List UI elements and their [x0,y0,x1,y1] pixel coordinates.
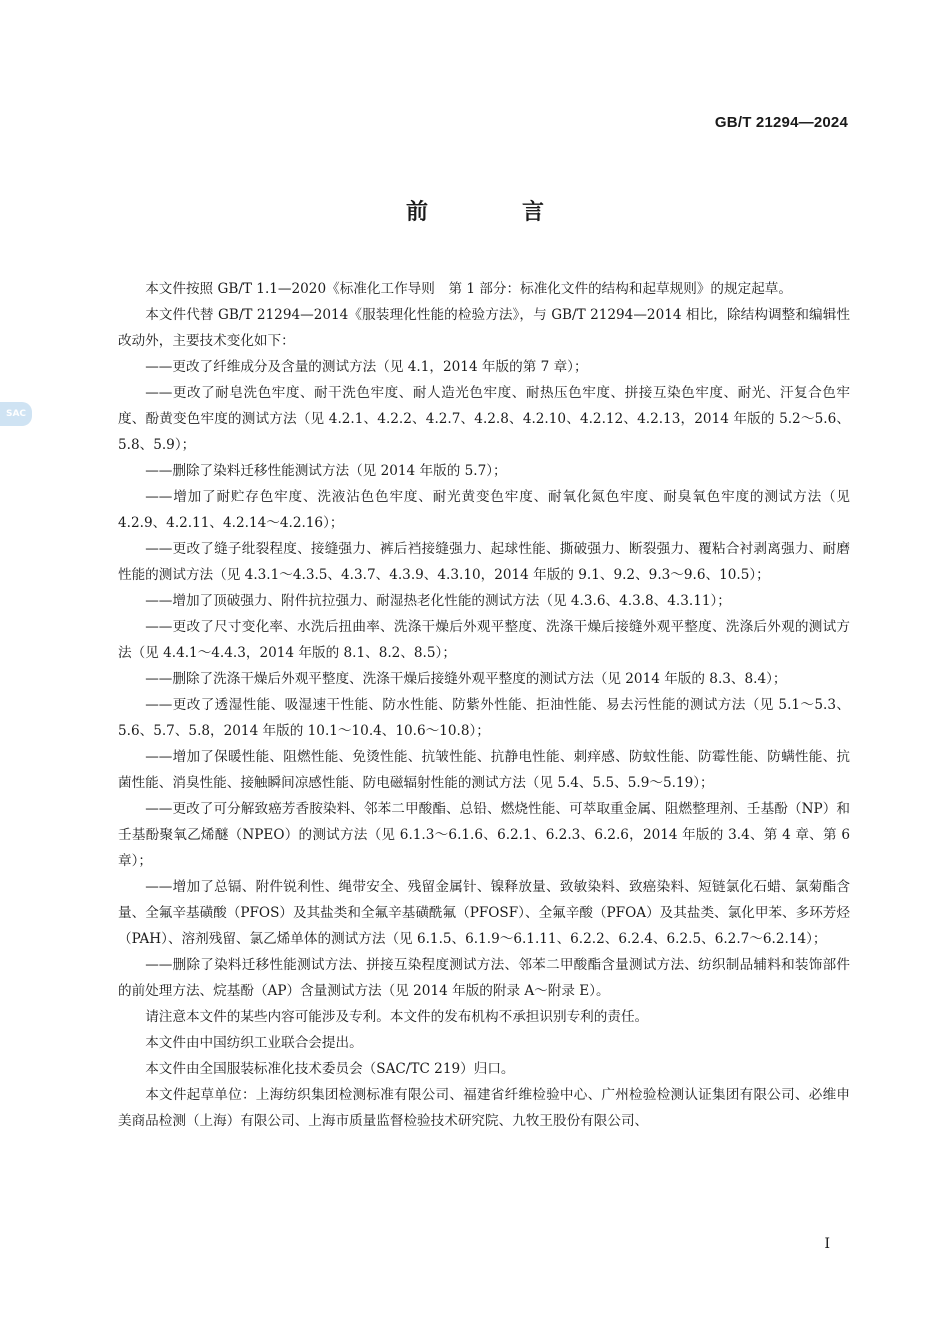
list-item: ——增加了总镉、附件锐利性、绳带安全、残留金属针、镍释放量、致敏染料、致癌染料、短链氯化石蜡、氯菊酯含量、全氟辛基磺酸（PFOS）及其盐类和全氟辛基磺酰氟（PFOSF）、全氟辛酸（PFOA）及其盐类、氯化甲苯、多环芳烃（PAH）、溶剂残留、氯乙烯单体的测试方法（见 6.1.5、6.1.9～6.1.11、6.2.2、6.2.4、6.2.5、6.2.7～6.2.14）； [118,879,850,947]
list-item: ——更改了透湿性能、吸湿速干性能、防水性能、防紫外性能、拒油性能、易去污性能的测试方法（见 5.1～5.3、5.6、5.7、5.8，2014 年版的 10.1～10.4、10.6～10.8）； [118,697,850,739]
foreword-body [118,276,850,1134]
changes-list [118,354,850,1004]
list-item: ——增加了保暖性能、阻燃性能、免烫性能、抗皱性能、抗静电性能、刺痒感、防蚊性能、防霉性能、防螨性能、抗菌性能、消臭性能、接触瞬间凉感性能、防电磁辐射性能的测试方法（见 5.4、5.5、5.9～5.19）； [118,749,850,791]
paragraph-patent-notice: 请注意本文件的某些内容可能涉及专利。本文件的发布机构不承担识别专利的责任。 [145,1009,649,1025]
paragraph-drafting-units: 本文件起草单位：上海纺织集团检测标准有限公司、福建省纤维检验中心、广州检验检测认证集团有限公司、必维申美商品检测（上海）有限公司、上海市质量监督检验技术研究院、九牧王股份有限公司、 [118,1087,850,1129]
list-item: ——更改了尺寸变化率、水洗后扭曲率、洗涤干燥后外观平整度、洗涤干燥后接缝外观平整度、洗涤后外观的测试方法（见 4.4.1～4.4.3，2014 年版的 8.1、8.2、8.5）； [118,619,850,661]
list-item: ——删除了染料迁移性能测试方法（见 2014 年版的 5.7）； [145,463,507,479]
paragraph-committee: 本文件由全国服装标准化技术委员会（SAC/TC 219）归口。 [145,1061,515,1077]
paragraph-drafting-rule: 本文件按照 GB/T 1.1—2020《标准化工作导则 第 1 部分：标准化文件的结构和起草规则》的规定起草。 [145,281,792,297]
sac-logo-icon: SAC [0,402,32,426]
list-item: ——更改了耐皂洗色牢度、耐干洗色牢度、耐人造光色牢度、耐热压色牢度、拼接互染色牢度、耐光、汗复合色牢度、酚黄变色牢度的测试方法（见 4.2.1、4.2.2、4.2.7、4.2.8、4.2.10、4.2.12、4.2.13，2014 年版的 5.2～5.6、5.8、5.9）； [118,385,850,453]
document-code: GB/T 21294—2024 [714,114,848,131]
page-number: I [824,1236,830,1252]
list-item: ——增加了耐贮存色牢度、洗液沾色色牢度、耐光黄变色牢度、耐氧化氮色牢度、耐臭氧色牢度的测试方法（见 4.2.9、4.2.11、4.2.14～4.2.16）； [118,489,850,531]
list-item: ——更改了缝子纰裂程度、接缝强力、裤后裆接缝强力、起球性能、撕破强力、断裂强力、覆粘合衬剥离强力、耐磨性能的测试方法（见 4.3.1～4.3.5、4.3.7、4.3.9、4.3.10，2014 年版的 9.1、9.2、9.3～9.6、10.5）； [118,541,850,583]
list-item: ——删除了染料迁移性能测试方法、拼接互染程度测试方法、邻苯二甲酸酯含量测试方法、纺织制品辅料和装饰部件的前处理方法、烷基酚（AP）含量测试方法（见 2014 年版的附录 A～附录 E）。 [118,957,850,999]
list-item: ——删除了洗涤干燥后外观平整度、洗涤干燥后接缝外观平整度的测试方法（见 2014 年版的 8.3、8.4）； [145,671,787,687]
paragraph-proposer: 本文件由中国纺织工业联合会提出。 [145,1035,363,1051]
list-item: ——增加了顶破强力、附件抗拉强力、耐湿热老化性能的测试方法（见 4.3.6、4.3.8、4.3.11）； [145,593,731,609]
list-item: ——更改了可分解致癌芳香胺染料、邻苯二甲酸酯、总铅、燃烧性能、可萃取重金属、阻燃整理剂、壬基酚（NP）和壬基酚聚氧乙烯醚（NPEO）的测试方法（见 6.1.3～6.1.6、6.2.1、6.2.3、6.2.6，2014 年版的 3.4、第 4 章、第 6 章）； [118,801,850,869]
list-item: ——更改了纤维成分及含量的测试方法（见 4.1，2014 年版的第 7 章）； [145,359,588,375]
section-title: 前 言 [405,200,580,225]
paragraph-replacement: 本文件代替 GB/T 21294—2014《服装理化性能的检验方法》，与 GB/T 21294—2014 相比，除结构调整和编辑性改动外，主要技术变化如下： [118,307,850,349]
